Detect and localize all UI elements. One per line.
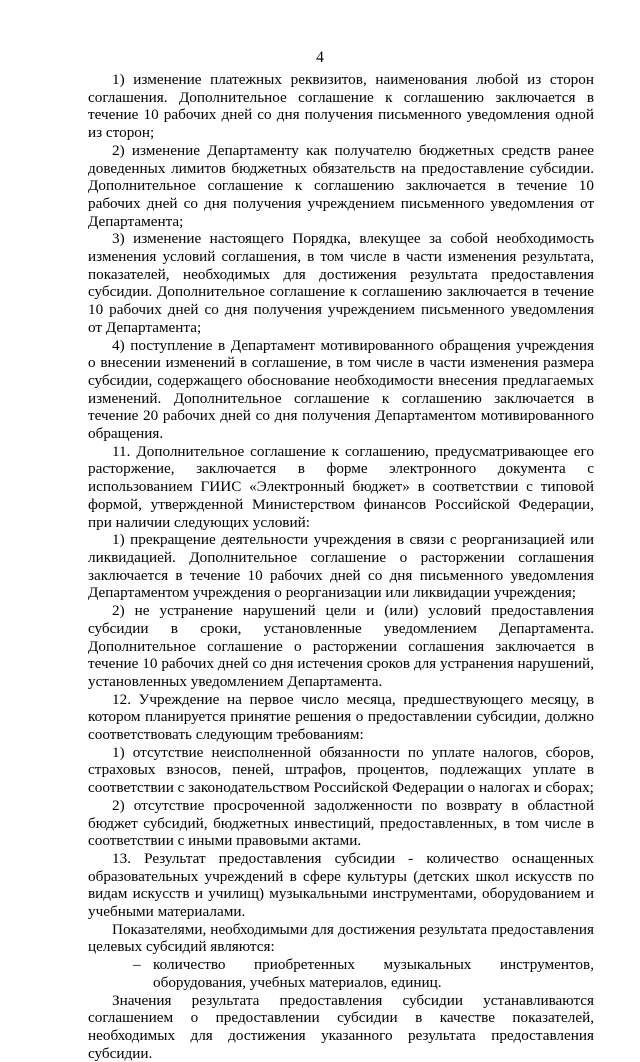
paragraph: 1) изменение платежных реквизитов, наименования любой из сторон соглашения. Дополнительное соглашение к соглашению заключается в течение 10 рабочих дней со дня получения письменного уведомления одной из сторон; [88,71,594,142]
paragraph: Показателями, необходимыми для достижения результата предоставления целевых субсидий являются: [88,920,594,956]
paragraph: Значения результата предоставления субсидии устанавливаются соглашением о предоставлении субсидии в качестве показателей, необходимых для достижения указанного результата предоставления субсидии. [88,991,594,1062]
paragraph: 1) прекращение деятельности учреждения в связи с реорганизацией или ликвидацией. Дополнительное соглашение о расторжении соглашения заключается в течение 10 рабочих дней со дня письменного уведомления Департаментом учреждения о реорганизации или ликвидации учреждения; [88,531,594,602]
list-item-text: количество приобретенных музыкальных инструментов, оборудования, учебных материалов, единиц. [153,956,594,991]
dash-bullet: – [133,956,141,974]
paragraph: 1) отсутствие неисполненной обязанности по уплате налогов, сборов, страховых взносов, пеней, штрафов, процентов, подлежащих уплате в соответствии с законодательством Российской Федерации о налогах и сборах; [88,743,594,797]
paragraph: 2) изменение Департаменту как получателю бюджетных средств ранее доведенных лимитов бюджетных обязательств на предоставление субсидии. Дополнительное соглашение к соглашению заключается в течение 10 рабочих дней со дня получения учреждением письменного уведомления от Департамента; [88,141,594,230]
page-number: 4 [316,49,324,66]
list-item [133,956,594,991]
paragraph: 12. Учреждение на первое число месяца, предшествующего месяцу, в котором планируется принятие решения о предоставлении субсидии, должно соответствовать следующим требованиям: [88,690,594,744]
document-body [88,71,594,1062]
paragraph: 3) изменение настоящего Порядка, влекущее за собой необходимость изменения условий соглашения, в том числе в части изменения результата, показателей, необходимых для достижения результата предоставления субсидии. Дополнительное соглашение к соглашению заключается в течение 10 рабочих дней со дня получения учреждением письменного уведомления от Департамента; [88,230,594,336]
paragraph: 2) отсутствие просроченной задолженности по возврату в областной бюджет субсидий, бюджетных инвестиций, предоставленных, в том числе в соответствии с иными правовыми актами. [88,796,594,850]
paragraph: 11. Дополнительное соглашение к соглашению, предусматривающее его расторжение, заключается в форме электронного документа с использованием ГИИС «Электронный бюджет» в соответствии с типовой формой, утвержденной Министерством финансов Российской Федерации, при наличии следующих условий: [88,442,594,531]
indicator-list [88,956,594,991]
paragraph: 13. Результат предоставления субсидии - количество оснащенных образовательных учреждений в сфере культуры (детских школ искусств по видам искусств и училищ) музыкальными инструментами, оборудованием и учебными материалами. [88,849,594,921]
paragraph: 2) не устранение нарушений цели и (или) условий предоставления субсидии в сроки, установленные уведомлением Департамента. Дополнительное соглашение о расторжении соглашения заключается в течение 10 рабочих дней со дня истечения сроков для устранения нарушений, установленных уведомлением Департамента. [88,602,594,690]
paragraph: 4) поступление в Департамент мотивированного обращения учреждения о внесении изменений в соглашение, в том числе в части изменения размера субсидии, содержащего обоснование необходимости внесения предлагаемых изменений. Дополнительное соглашение к соглашению заключается в течение 20 рабочих дней со дня получения Департаментом мотивированного обращения. [88,336,594,443]
